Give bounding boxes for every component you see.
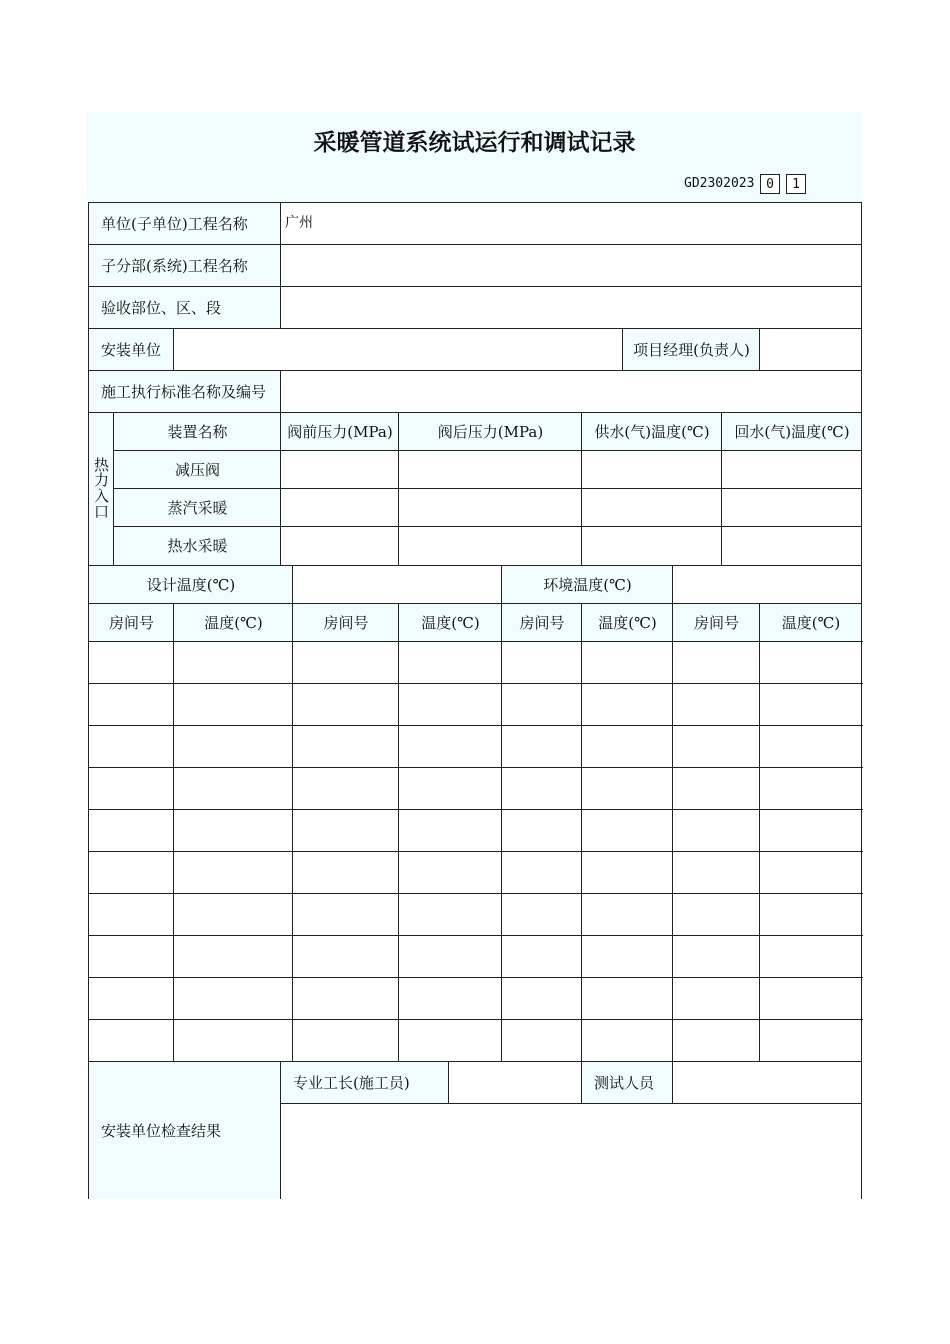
unit-project-value[interactable]: 广州 [280, 202, 862, 244]
temperature-cell[interactable] [173, 809, 293, 851]
check-result-value[interactable] [280, 1103, 862, 1199]
temperature-cell[interactable] [173, 893, 293, 935]
temperature-cell[interactable] [398, 725, 502, 767]
room-number-cell[interactable] [88, 641, 174, 683]
room-number-header: 房间号 [672, 603, 760, 641]
room-number-cell[interactable] [88, 977, 174, 1019]
heat-entry-cell[interactable] [581, 526, 722, 565]
code-box-2: 1 [786, 174, 806, 194]
room-number-cell[interactable] [672, 809, 760, 851]
temperature-cell[interactable] [759, 725, 863, 767]
room-number-cell[interactable] [672, 725, 760, 767]
temperature-cell[interactable] [398, 767, 502, 809]
room-number-cell[interactable] [292, 851, 399, 893]
room-number-header: 房间号 [501, 603, 582, 641]
temperature-cell[interactable] [759, 893, 863, 935]
room-number-cell[interactable] [501, 641, 582, 683]
temperature-header: 温度(℃) [759, 603, 862, 641]
room-number-cell[interactable] [501, 767, 582, 809]
temperature-header: 温度(℃) [173, 603, 293, 641]
record-form [87, 112, 862, 1199]
room-number-cell[interactable] [88, 767, 174, 809]
standard-value[interactable] [280, 370, 862, 412]
temperature-cell[interactable] [581, 893, 673, 935]
heat-entry-cell[interactable] [721, 488, 862, 526]
temperature-cell[interactable] [398, 893, 502, 935]
heat-entry-cell[interactable] [280, 450, 399, 488]
temperature-cell[interactable] [398, 851, 502, 893]
heat-entry-side-label: 热 力 入 口 [88, 412, 114, 565]
install-unit-value[interactable] [173, 328, 623, 370]
room-number-cell[interactable] [501, 725, 582, 767]
tester-label: 测试人员 [581, 1061, 673, 1103]
sub-project-value[interactable] [280, 244, 862, 286]
heat-entry-cell[interactable] [581, 488, 722, 526]
temperature-header: 温度(℃) [398, 603, 502, 641]
acceptance-part-label: 验收部位、区、段 [88, 286, 281, 328]
unit-project-label: 单位(子单位)工程名称 [88, 202, 281, 244]
room-number-cell[interactable] [672, 641, 760, 683]
heat-entry-cell[interactable] [581, 450, 722, 488]
heat-entry-cell[interactable] [721, 450, 862, 488]
room-number-cell[interactable] [501, 683, 582, 725]
temperature-cell[interactable] [398, 641, 502, 683]
acceptance-part-value[interactable] [280, 286, 862, 328]
temperature-cell[interactable] [173, 767, 293, 809]
temperature-cell[interactable] [759, 935, 863, 977]
right-border [861, 202, 862, 1199]
temperature-cell[interactable] [398, 1019, 502, 1061]
foreman-value[interactable] [448, 1061, 582, 1103]
room-number-cell[interactable] [501, 935, 582, 977]
temperature-cell[interactable] [173, 683, 293, 725]
temperature-cell[interactable] [173, 935, 293, 977]
supply-temp-header: 供水(气)温度(℃) [581, 412, 722, 450]
room-number-cell[interactable] [292, 935, 399, 977]
room-number-cell[interactable] [292, 809, 399, 851]
room-number-cell[interactable] [88, 1019, 174, 1061]
room-number-cell[interactable] [672, 683, 760, 725]
room-number-cell[interactable] [292, 641, 399, 683]
check-result-label: 安装单位检查结果 [88, 1061, 281, 1199]
post-valve-pressure-header: 阀后压力(MPa) [398, 412, 582, 450]
design-temp-label: 设计温度(℃) [88, 565, 293, 603]
room-number-cell[interactable] [292, 683, 399, 725]
room-number-cell[interactable] [88, 809, 174, 851]
temperature-cell[interactable] [173, 725, 293, 767]
room-number-cell[interactable] [501, 977, 582, 1019]
room-number-cell[interactable] [292, 1019, 399, 1061]
code-box-1: 0 [760, 174, 780, 194]
heat-entry-cell[interactable] [280, 488, 399, 526]
room-number-header: 房间号 [292, 603, 399, 641]
return-temp-header: 回水(气)温度(℃) [721, 412, 862, 450]
temperature-cell[interactable] [759, 809, 863, 851]
temperature-cell[interactable] [759, 851, 863, 893]
tester-value[interactable] [672, 1061, 862, 1103]
room-number-cell[interactable] [501, 809, 582, 851]
temperature-cell[interactable] [173, 1019, 293, 1061]
device-steam-heating: 蒸汽采暖 [113, 488, 281, 526]
device-hot-water-heating: 热水采暖 [113, 526, 281, 565]
temperature-cell[interactable] [759, 767, 863, 809]
temperature-cell[interactable] [581, 725, 673, 767]
room-number-cell[interactable] [292, 767, 399, 809]
temperature-cell[interactable] [173, 977, 293, 1019]
form-code: GD2302023 [684, 176, 755, 192]
temperature-cell[interactable] [759, 1019, 863, 1061]
temperature-cell[interactable] [398, 935, 502, 977]
room-number-cell[interactable] [501, 893, 582, 935]
temperature-cell[interactable] [581, 641, 673, 683]
temperature-cell[interactable] [173, 641, 293, 683]
temperature-cell[interactable] [581, 935, 673, 977]
temperature-cell[interactable] [581, 767, 673, 809]
room-number-cell[interactable] [292, 893, 399, 935]
temperature-cell[interactable] [581, 809, 673, 851]
temperature-cell[interactable] [398, 809, 502, 851]
room-number-cell[interactable] [292, 725, 399, 767]
room-number-header: 房间号 [88, 603, 174, 641]
project-manager-label: 项目经理(负责人) [622, 328, 760, 370]
room-number-cell[interactable] [672, 767, 760, 809]
page-title: 采暖管道系统试运行和调试记录 [313, 130, 636, 157]
env-temp-label: 环境温度(℃) [501, 565, 673, 603]
temperature-cell[interactable] [759, 641, 863, 683]
temperature-cell[interactable] [581, 977, 673, 1019]
temperature-cell[interactable] [581, 851, 673, 893]
room-number-cell[interactable] [672, 977, 760, 1019]
room-number-cell[interactable] [501, 851, 582, 893]
room-number-cell[interactable] [88, 893, 174, 935]
room-number-cell[interactable] [292, 977, 399, 1019]
temperature-cell[interactable] [173, 851, 293, 893]
install-unit-label: 安装单位 [88, 328, 174, 370]
room-number-cell[interactable] [88, 683, 174, 725]
room-number-cell[interactable] [88, 851, 174, 893]
heat-entry-cell[interactable] [398, 450, 582, 488]
temperature-cell[interactable] [759, 977, 863, 1019]
room-number-cell[interactable] [672, 851, 760, 893]
room-number-cell[interactable] [88, 935, 174, 977]
temperature-cell[interactable] [398, 683, 502, 725]
room-number-cell[interactable] [672, 893, 760, 935]
device-pressure-reducing-valve: 减压阀 [113, 450, 281, 488]
room-number-cell[interactable] [501, 1019, 582, 1061]
project-manager-value[interactable] [759, 328, 862, 370]
design-temp-value[interactable] [292, 565, 502, 603]
env-temp-value[interactable] [672, 565, 862, 603]
sub-project-label: 子分部(系统)工程名称 [88, 244, 281, 286]
pre-valve-pressure-header: 阀前压力(MPa) [280, 412, 399, 450]
temperature-cell[interactable] [398, 977, 502, 1019]
standard-label: 施工执行标准名称及编号 [88, 370, 281, 412]
temperature-cell[interactable] [581, 683, 673, 725]
room-number-cell[interactable] [672, 935, 760, 977]
room-number-cell[interactable] [88, 725, 174, 767]
temperature-cell[interactable] [759, 683, 863, 725]
heat-entry-cell[interactable] [398, 488, 582, 526]
heat-entry-cell[interactable] [721, 526, 862, 565]
foreman-label: 专业工长(施工员) [280, 1061, 449, 1103]
temperature-header: 温度(℃) [581, 603, 673, 641]
temperature-cell[interactable] [581, 1019, 673, 1061]
heat-entry-cell[interactable] [398, 526, 582, 565]
heat-entry-cell[interactable] [280, 526, 399, 565]
room-number-cell[interactable] [672, 1019, 760, 1061]
device-name-header: 装置名称 [113, 412, 281, 450]
